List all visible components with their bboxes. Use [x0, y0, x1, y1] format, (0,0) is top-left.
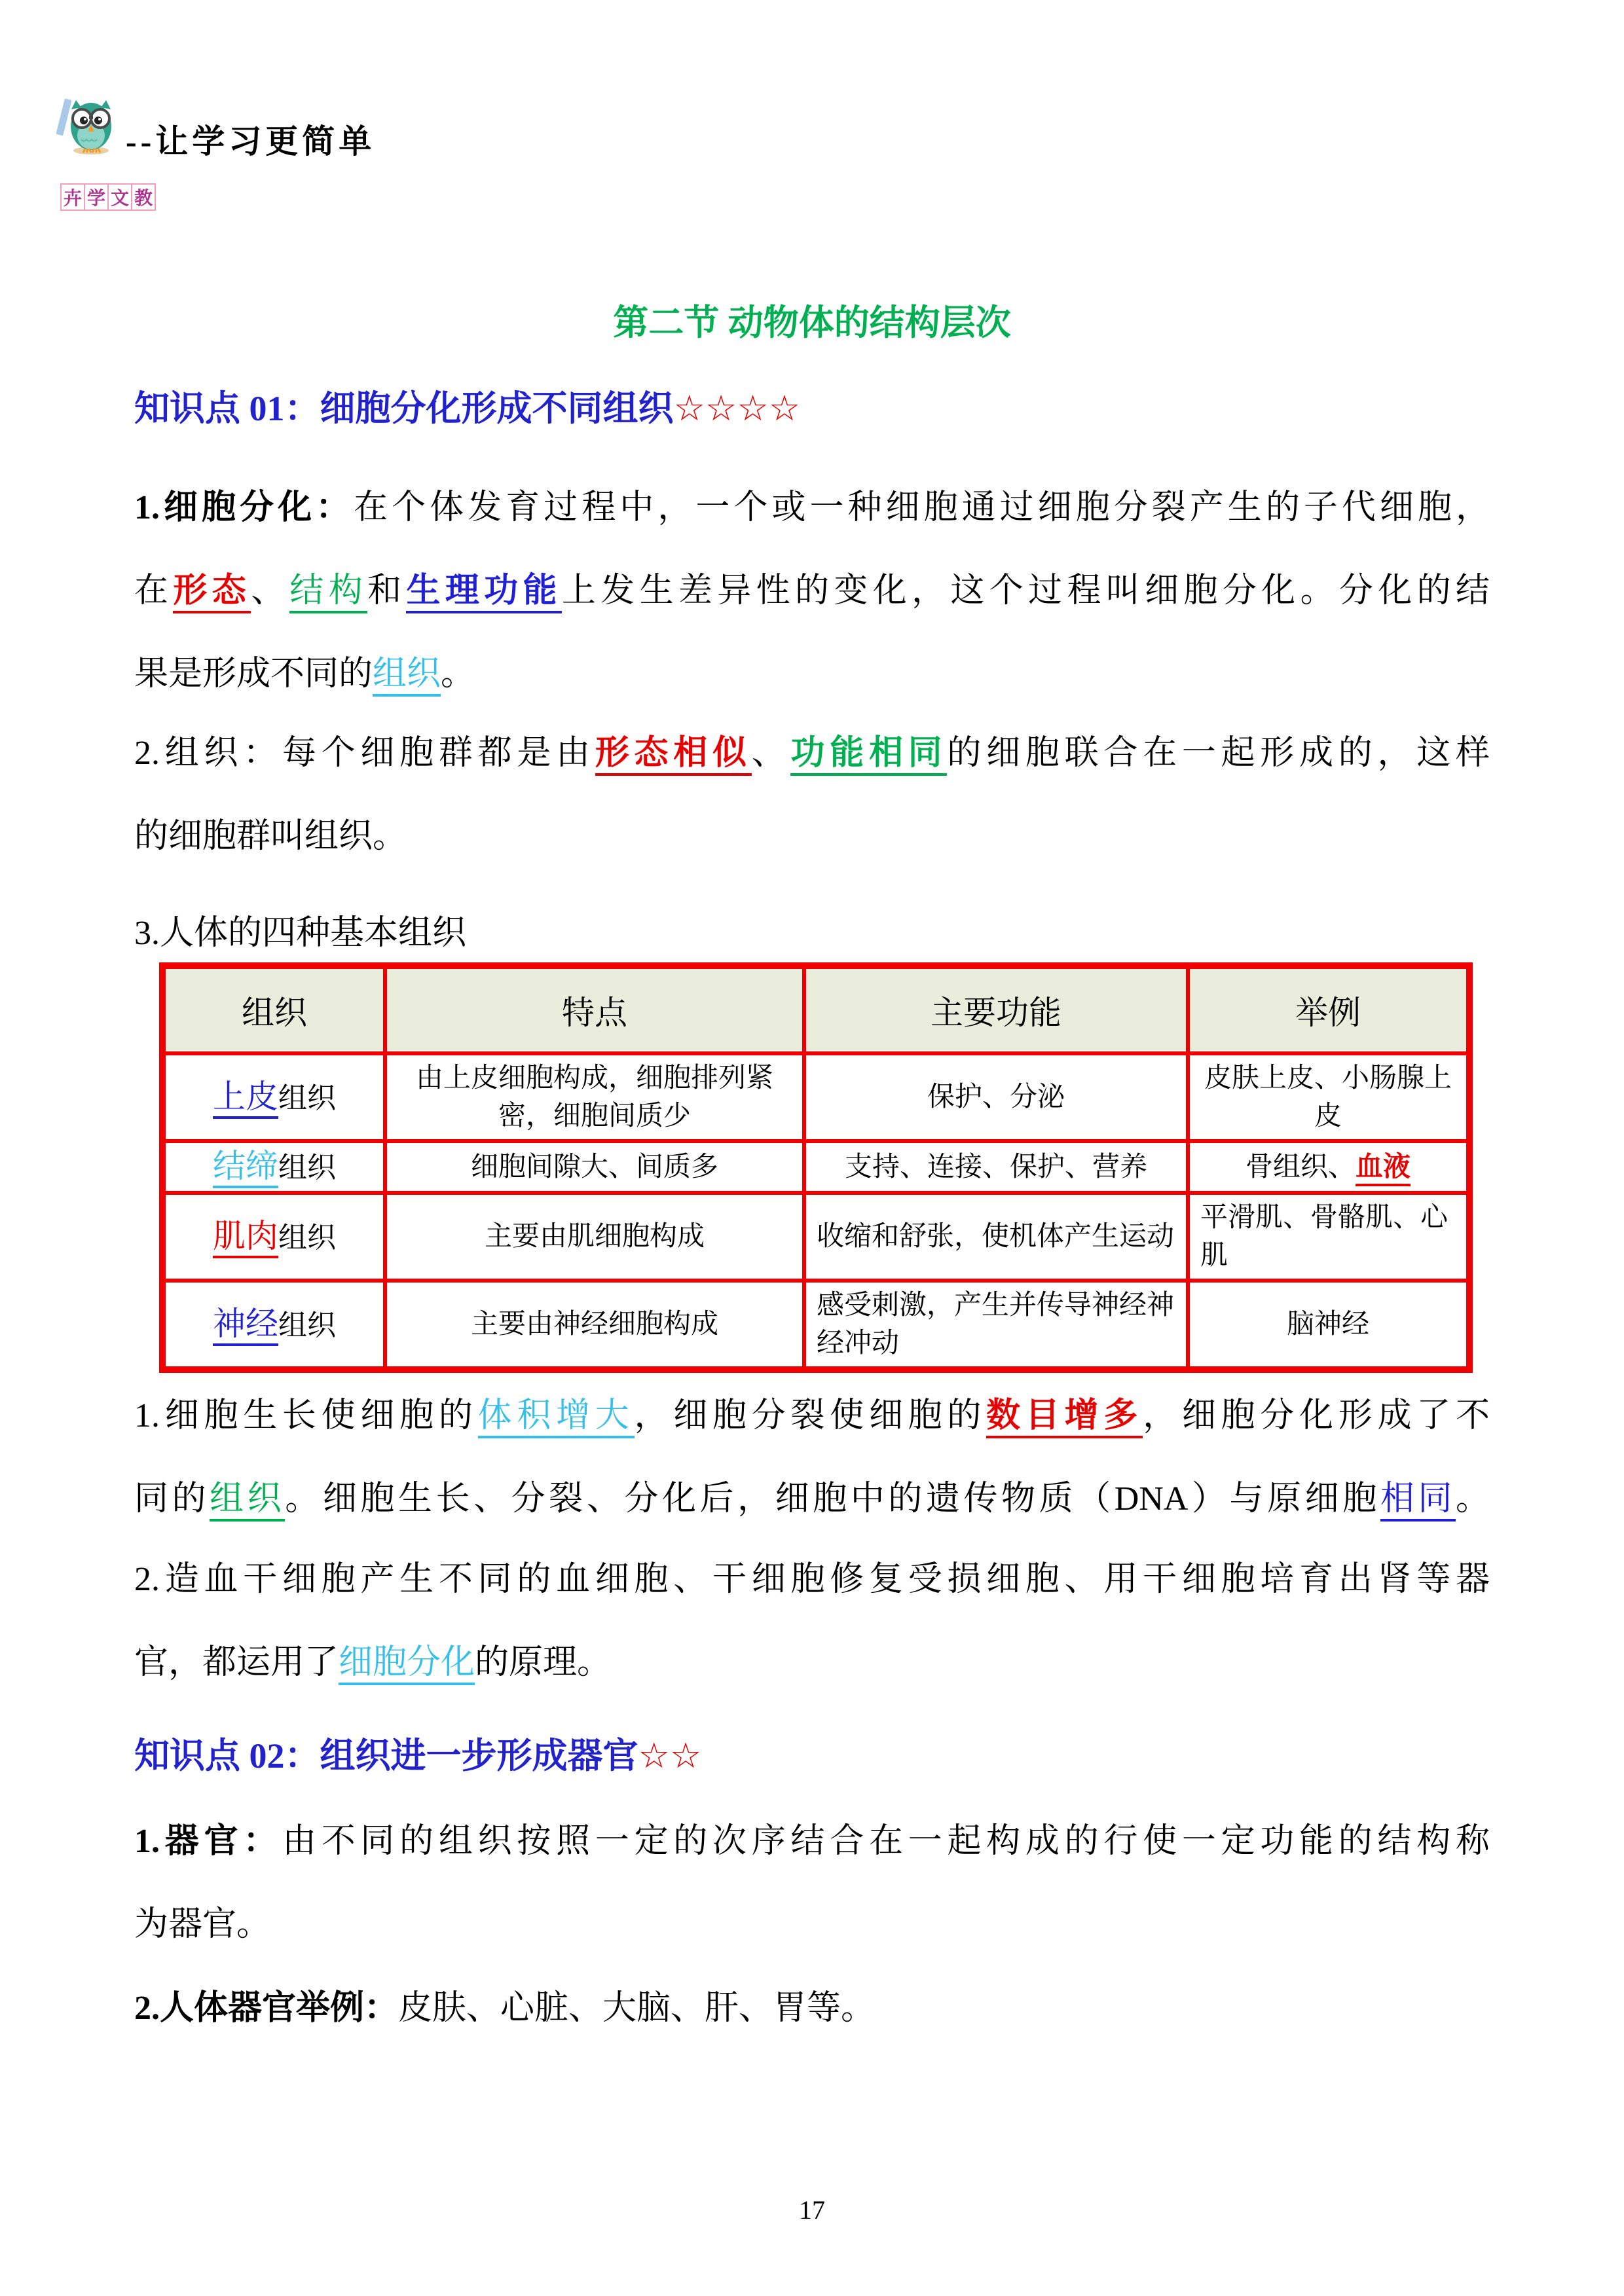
brand-char-box: [60, 183, 85, 211]
tissue-feature-cell: 主要由肌细胞构成: [385, 1193, 804, 1281]
kp1-paragraph-4: [134, 1374, 1490, 1540]
kp1-p1-text: 、: [251, 572, 290, 610]
table-header-tedian: 特点: [385, 966, 804, 1053]
kp1-p4-text: ，细胞分化形成了不: [1143, 1397, 1490, 1434]
table-row: [162, 1141, 1469, 1193]
kp1-p4-term-xiangtong: 相同: [1380, 1480, 1456, 1522]
tissue-function-cell: 支持、连接、保护、营养: [804, 1141, 1188, 1193]
tissue-name-cell: [162, 1281, 385, 1370]
kp1-p1-text: 在: [134, 572, 174, 610]
kp2-paragraph-2: [134, 1967, 1490, 2050]
brand-char: 教: [134, 189, 153, 209]
kp2-paragraph-1: [134, 1800, 1490, 1966]
kp1-paragraph-1: [134, 466, 1490, 716]
brand-slogan: --让学习更简单: [126, 123, 376, 160]
kp1-p1-term-jiegou: 结构: [289, 572, 367, 613]
kp1-p1-line3: [134, 632, 1490, 716]
brand-name: [62, 183, 156, 211]
kp1-p2-text: 每个细胞群都是由: [282, 735, 595, 772]
table-header-gongneng: 主要功能: [804, 966, 1188, 1053]
kp1-p2-text: 、: [751, 735, 791, 772]
kp1-p4-term-zuzhi: 组织: [210, 1480, 285, 1522]
kp1-p4-text: 。细胞生长、分裂、分化后，细胞中的遗传物质（DNA）与原细胞: [285, 1480, 1380, 1518]
brand-char: 卉: [63, 189, 82, 209]
tissue-name-cell: [162, 1193, 385, 1281]
brand-char: 学: [86, 189, 105, 209]
kp1-p1-text: 。: [441, 655, 475, 693]
kp2-p2-lead: 2.人体器官举例：: [134, 1990, 399, 2027]
tissue-name-cell: [162, 1053, 385, 1141]
kp1-heading-label: 知识点 01：: [134, 389, 320, 428]
kp1-p1-line2: [134, 549, 1490, 632]
tissue-example-text: 骨组织、: [1245, 1152, 1356, 1182]
kp2-p1-line1: [134, 1800, 1490, 1883]
kp1-p4-line2: [134, 1457, 1490, 1540]
table-header-row: [162, 966, 1469, 1053]
kp2-heading-label: 知识点 02：: [134, 1736, 320, 1776]
kp1-p2-line1: [134, 712, 1490, 795]
kp1-p5-line2: [134, 1621, 1490, 1704]
kp1-p1-lead: 1.细胞分化：: [134, 489, 354, 526]
tissue-name-rest: 组织: [278, 1221, 336, 1254]
tissue-name-rest: 组织: [278, 1309, 336, 1341]
brand-char-box: [84, 183, 109, 211]
kp1-p1-line1: [134, 466, 1490, 549]
kp2-p1-lead: 1.器官：: [134, 1823, 282, 1860]
kp1-p5-term-fenhua: 细胞分化: [339, 1644, 475, 1685]
brand-char: 文: [110, 189, 129, 209]
kp2-heading-stars: ☆☆: [638, 1736, 702, 1776]
table-row: [162, 1281, 1469, 1370]
kp1-paragraph-2: [134, 712, 1490, 878]
tissue-term: 肌肉: [213, 1218, 278, 1258]
tissue-term: 上皮: [213, 1078, 278, 1119]
kp1-p4-line1: [134, 1374, 1490, 1457]
kp1-p4-term-shumu: 数目增多: [986, 1397, 1143, 1438]
page-number: 17: [799, 2195, 825, 2225]
tissue-function-cell: 保护、分泌: [804, 1053, 1188, 1141]
kp1-p5-text: 官，都运用了: [134, 1644, 339, 1681]
brand-char-box: [107, 183, 132, 211]
kp1-p2-term-xtxs: 形态相似: [595, 735, 752, 776]
kp2-heading: [134, 1715, 1509, 1798]
tissue-feature-cell: 细胞间隙大、间质多: [385, 1141, 804, 1193]
tissue-example-cell: 平滑肌、骨骼肌、心肌: [1188, 1193, 1469, 1281]
kp2-p1-line2: [134, 1883, 1490, 1966]
kp1-p3-line1: 3.人体的四种基本组织: [134, 915, 467, 952]
tissue-table: [159, 962, 1473, 1373]
tissue-example-cell: 皮肤上皮、小肠腺上皮: [1188, 1053, 1469, 1141]
kp1-heading: [134, 367, 1509, 450]
kp1-p4-text: ，细胞分裂使细胞的: [634, 1397, 987, 1434]
kp1-p2-line2: [134, 795, 1490, 878]
kp1-p2-lead: 2.组织：: [134, 735, 282, 772]
kp1-p1-text: 上发生差异性的变化，这个过程叫细胞分化。分化的结: [561, 572, 1490, 610]
page-title: 第二节 动物体的结构层次: [613, 303, 1011, 342]
kp1-p5-text: 2.造血干细胞产生不同的血细胞、干细胞修复受损细胞、用干细胞培育出肾等器: [134, 1561, 1490, 1598]
kp2-p1-text: 为器官。: [134, 1906, 271, 1943]
kp1-p5-line1: [134, 1538, 1490, 1621]
kp1-heading-title: 细胞分化形成不同组织: [320, 389, 674, 428]
kp1-p1-term-xingtai: 形态: [173, 572, 251, 613]
kp1-p5-text: 的原理。: [475, 1644, 612, 1681]
tissue-feature-cell: 主要由神经细胞构成: [385, 1281, 804, 1370]
tissue-function-cell: 收缩和舒张，使机体产生运动: [804, 1193, 1188, 1281]
kp1-p1-text: 和: [367, 572, 407, 610]
kp1-p4-text: 同的: [134, 1480, 210, 1518]
tissue-term: 神经: [213, 1305, 278, 1346]
tissue-name-rest: 组织: [278, 1082, 336, 1114]
brand-char-box: [131, 183, 156, 211]
tissue-feature-cell: 由上皮细胞构成，细胞排列紧密，细胞间质少: [385, 1053, 804, 1141]
tissue-example-cell: 脑神经: [1188, 1281, 1469, 1370]
kp1-p2-text: 的细胞群叫组织。: [134, 818, 407, 855]
kp1-p2-term-gnxt: 功能相同: [790, 735, 947, 776]
kp2-p2-text: 皮肤、心脏、大脑、肝、胃等。: [398, 1990, 876, 2027]
kp1-p1-text: 在个体发育过程中，一个或一种细胞通过细胞分裂产生的子代细胞，: [354, 489, 1490, 526]
kp1-p4-text: 。: [1455, 1480, 1490, 1518]
kp1-p2-text: 的细胞联合在一起形成的，这样: [947, 735, 1490, 772]
kp2-p1-text: 由不同的组织按照一定的次序结合在一起构成的行使一定功能的结构称: [282, 1823, 1490, 1860]
kp1-p1-term-zuzhi: 组织: [373, 655, 441, 697]
tissue-term: 结缔: [213, 1148, 278, 1188]
kp1-p1-text: 果是形成不同的: [134, 655, 373, 693]
tissue-example-cell: [1188, 1141, 1469, 1193]
table-row: [162, 1053, 1469, 1141]
table-header-zuzhi: 组织: [162, 966, 385, 1053]
kp1-p4-term-tiji: 体积增大: [478, 1397, 635, 1438]
kp1-heading-stars: ☆☆☆☆: [673, 389, 801, 428]
kp1-p1-term-shengli: 生理功能: [406, 572, 561, 613]
owl-logo-icon: [56, 96, 122, 156]
tissue-name-rest: 组织: [278, 1152, 336, 1184]
table-header-juli: 举例: [1188, 966, 1469, 1053]
kp1-paragraph-5: [134, 1538, 1490, 1704]
tissue-function-cell: 感受刺激，产生并传导神经神经冲动: [804, 1281, 1188, 1370]
tissue-example-term: 血液: [1356, 1152, 1411, 1186]
kp2-heading-title: 组织进一步形成器官: [320, 1736, 638, 1776]
tissue-name-cell: [162, 1141, 385, 1193]
kp1-p4-text: 1.细胞生长使细胞的: [134, 1397, 478, 1434]
kp2-p2-line1: [134, 1967, 1490, 2050]
table-row: [162, 1193, 1469, 1281]
